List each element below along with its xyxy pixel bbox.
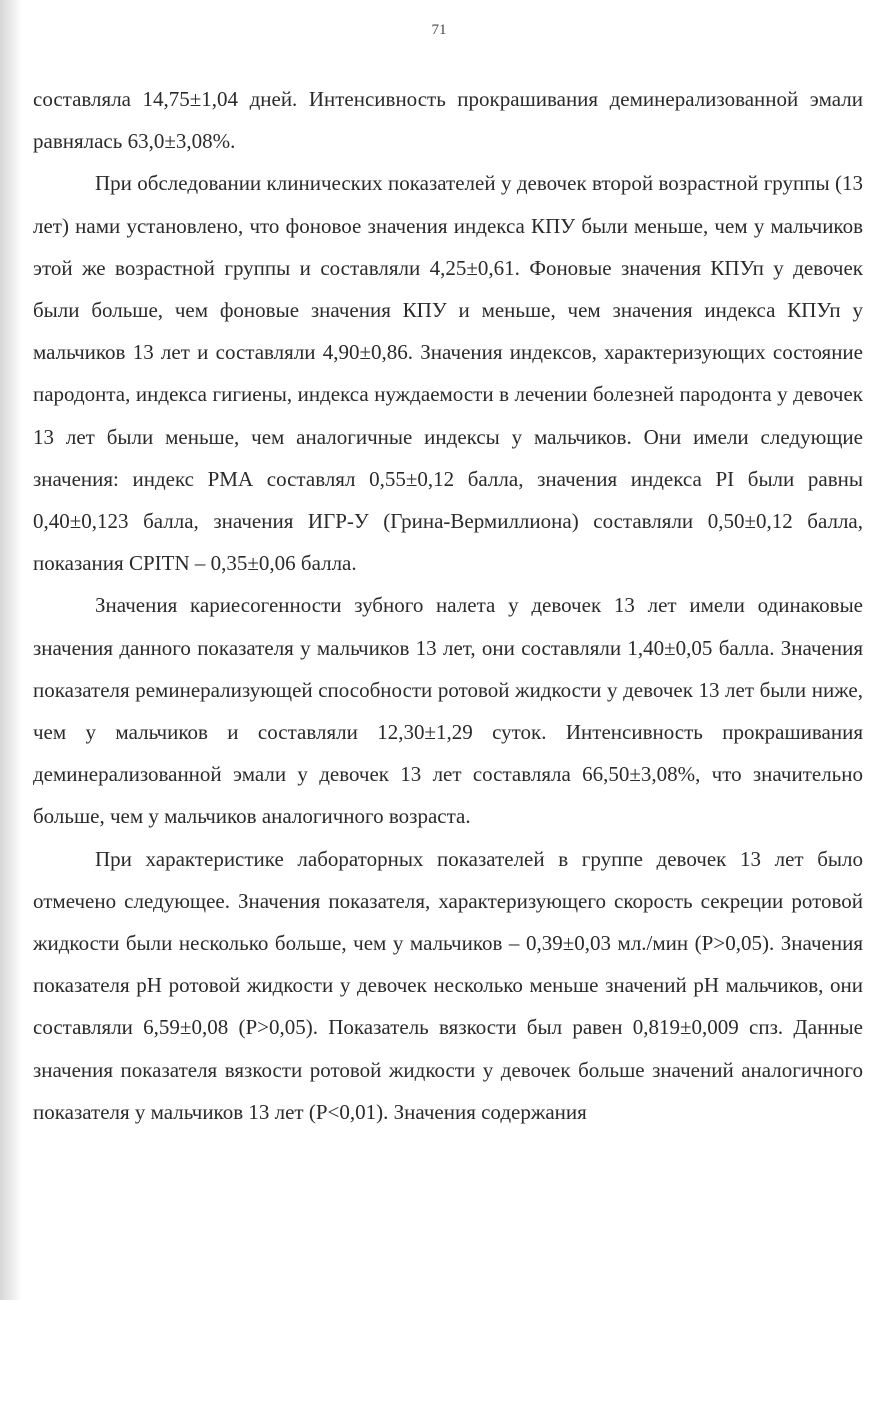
page-number: 71 xyxy=(431,22,447,38)
paragraph-continuation: составляла 14,75±1,04 дней. Интенсивность прокрашивания деминерализованной эмали равнялась 63,0±3,08%. xyxy=(33,87,863,154)
paragraph-laboratory-indicators: При характеристике лабораторных показателей в группе девочек 13 лет было отмечено следующее. Значения показателя, характеризующего скорость секреции ротовой жидкости были несколько больше, чем у мальчиков – 0,39±0,03 мл./мин (P>0,05). Значения показателя pH ротовой жидкости у девочек несколько меньше значений pH мальчиков, они составляли 6,59±0,08 (P>0,05). Показатель вязкости был равен 0,819±0,009 спз. Данные значения показателя вязкости ротовой жидкости у девочек больше значений аналогичного показателя у мальчиков 13 лет (P<0,01). Значения содержания xyxy=(33,846,863,1124)
scan-edge-shadow xyxy=(0,0,22,1300)
paragraph-cariogenicity: Значения кариесогенности зубного налета у девочек 13 лет имели одинаковые значения данного показателя у мальчиков 13 лет, они составляли 1,40±0,05 балла. Значения показателя реминерализующей способности ротовой жидкости у девочек 13 лет были ниже, чем у мальчиков и составляли 12,30±1,29 суток. Интенсивность прокрашивания деминерализованной эмали у девочек 13 лет составляла 66,50±3,08%, что значительно больше, чем у мальчиков аналогичного возраста. xyxy=(33,593,863,829)
page-body xyxy=(33,78,863,1133)
paragraph-clinical-indicators: При обследовании клинических показателей у девочек второй возрастной группы (13 лет) нами установлено, что фоновое значения индекса КПУ были меньше, чем у мальчиков этой же возрастной группы и составляли 4,25±0,61. Фоновые значения КПУп у девочек были больше, чем фоновые значения КПУ и меньше, чем значения индекса КПУп у мальчиков 13 лет и составляли 4,90±0,86. Значения индексов, характеризующих состояние пародонта, индекса гигиены, индекса нуждаемости в лечении болезней пародонта у девочек 13 лет были меньше, чем аналогичные индексы у мальчиков. Они имели следующие значения: индекс РМА составлял 0,55±0,12 балла, значения индекса PI были равны 0,40±0,123 балла, значения ИГР-У (Грина-Вермиллиона) составляли 0,50±0,12 балла, показания CPITN – 0,35±0,06 балла. xyxy=(33,171,863,576)
